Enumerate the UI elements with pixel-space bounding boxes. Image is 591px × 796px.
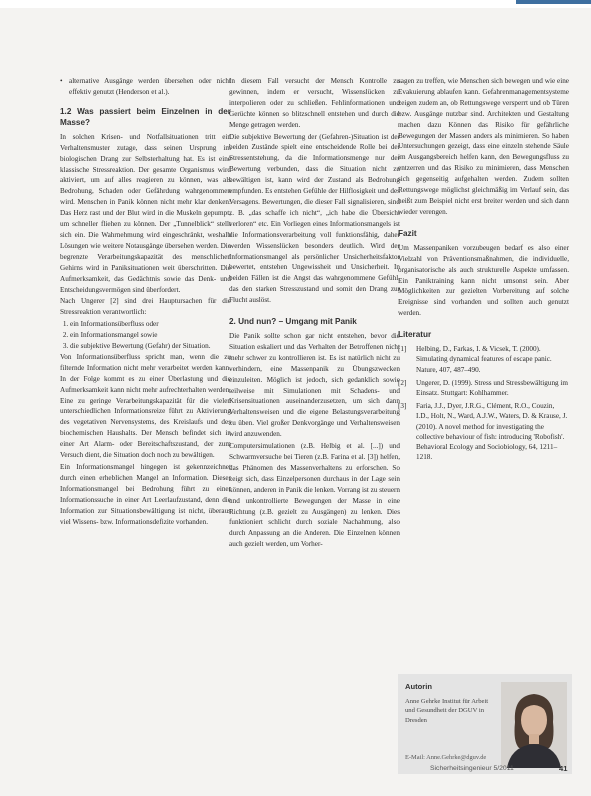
bullet-item: • alternative Ausgänge werden übersehen oder nicht effektiv genutzt (Henderson et al.). <box>60 76 231 98</box>
reference-item <box>398 344 569 375</box>
reference-item <box>398 401 569 462</box>
paragraph: Die Panik sollte schon gar nicht entstehen, bevor die Situation eskaliert und das Verhalten der Betroffenen nicht mehr schwer zu kontrollieren ist. Es ist natürlich nicht zu verhindern, eine Massenpanik zu Übungszwecken einzuleiten. Möglich ist jedoch, sich gedanklich sowie teilweise mit Simulationen mit Schadens- und Krisensituationen auseinanderzusetzen, um sich dann Verhaltensweisen und die eigene Belastungsverarbeitung zu üben. Viel großer Denkvorgänge und Verhaltensweisen wird anzuwenden. <box>229 332 400 439</box>
section-heading: 2. Und nun? – Umgang mit Panik <box>229 317 357 327</box>
reference-number: [3] <box>398 402 407 411</box>
reference-text: Faria, J.J., Dyer, J.R.G., Clément, R.O., Couzin, I.D., Holt, N., Ward, A.J.W., Waters, D. & Krause, J. (2010). A novel method for investigating the collective behaviour of fish: introducing 'Robofish'. Behavioral Ecology and Sociobiology, 64, 1211–1218. <box>416 402 568 462</box>
author-label: Autorin <box>405 682 432 691</box>
footer-journal: Sicherheitsingenieur 5/2011 <box>430 765 514 772</box>
paragraph: Um Massenpaniken vorzubeugen bedarf es also einer Vielzahl von Präventionsmaßnahmen, die individuelle, organisatorische als auch strukturelle Aspekte umfassen. Ein Paniktraining kann nicht umsonst sein. Aber Möglichkeiten zur gezielten Vorbereitung auf solche Ereignisse sind vorhanden und sollten auch genutzt werden. <box>398 243 569 318</box>
list-item: 2. ein Informationsmangel sowie <box>70 330 231 341</box>
section-heading: Fazit <box>398 228 417 238</box>
author-box <box>398 674 572 774</box>
reference-number: [2] <box>398 378 407 387</box>
page-number: 41 <box>559 764 568 773</box>
header-strip <box>0 0 591 8</box>
reference-number: [1] <box>398 345 407 354</box>
reference-text: Helbing, D., Farkas, I. & Vicsek, T. (2000). Simulating dynamical features of escape panic. Nature, 407, 487–490. <box>416 345 552 374</box>
column-middle <box>229 76 400 551</box>
section-heading: 1.2 Was passiert beim Einzelnen in der Masse? <box>60 106 231 127</box>
paragraph: In solchen Krisen- und Notfallsituationen tritt ein Verhaltensmuster zutage, dass seinen Ursprung im biologischen Drang zur Selbsterhaltung hat. Es ist eine klassische Stressreaktion. Der gesamte Organismus wird aktiviert, um auf alles reagieren zu können, was als Bedrohung, Schaden oder Gefährdung wahrgenommen wird. Menschen in Panik können nicht mehr klar denken: Das Herz rast und der Blut wird in die Muskeln gepumpt, um schneller fliehen zu können. Der „Tunnelblick“ stellt sich ein. Die Wahrnehmung wird eingeschränkt, weshalb Lösungen wie weitere Notausgänge übersehen werden. Die begrenzte Verarbeitungskapazität des menschlichen Gehirns wird in Paniksituationen weit überschritten. Die Aufmerksamkeit, das Gedächtnis sowie das Denk- und Entscheidungsvermögen sind überfordert. <box>60 132 231 294</box>
reference-list <box>398 344 569 462</box>
column-left <box>60 76 231 528</box>
paragraph: Ein Informationsmangel hingegen ist gekennzeichnet durch einen erheblichen Mangel an Information. Dieser Informationsmangel bei Bedrohung führt zu einer Informationssuche in einer Art Leerlaufzustand, denn die Information zur Situationsbewältigung ist nicht, überaus viel Wissens- bzw. Informationsdefizite vorhanden. <box>60 463 231 526</box>
paragraph: Von Informationsüberfluss spricht man, wenn die zu filternde Information nicht mehr verarbeitet werden kann. In der Folge kommt es zu einer Überlastung und die Aufmerksamkeit kann nicht mehr aufrechterhalten werden. Eine zu geringe Verarbeitungskapazität für die vielen unterschiedlichen Informationsreize führt zu Aktivierung des vegetativen Nervensystems, des Kreislaufs und des biochemischen Haushalts. Der Mensch befindet sich in einer Art Alarm- oder Bereitschaftszustand, der zum Versuch dient, die Situation doch noch zu bewältigen. <box>60 352 231 460</box>
author-email: E-Mail: Anne.Gehrke@dguv.de <box>405 754 487 761</box>
paragraph: Die subjektive Bewertung der (Gefahren-)Situation ist der beiden Zustände spielt eine entscheidende Rolle bei der Stressentstehung, da die Informationsmenge nur der Bewertung verbunden, dass die Situation nicht zu bewältigen ist, kann wird der Zustand als Bedrohung empfunden. Es entstehen Gefühle der Hilflosigkeit und des Versagens. Bewertungen, die dieser Fall signalisieren, sind z. B. „das schaffe ich nicht“, „ich habe die Übersicht verloren“ etc. Ein Vorliegen eines Informationsmangels ist die Informationsverarbeitung voll funktionsfähig, daher werden Wissenslücken besonders deutlich. Wird der Informationsmangel als persönlicher Unsicherheitsfaktor bewertet, entstehen Ungewissheit und Unsicherheit. In beiden Fällen ist die Angst das wahrgenommene Gefühl, das den starken Stresszustand und somit den Drang zur Flucht auslöst. <box>229 132 400 305</box>
list-item: 1. ein Informationsüberfluss oder <box>70 319 231 330</box>
paragraph: In diesem Fall versucht der Mensch Kontrolle zu gewinnen, indem er versucht, Wissenslücken zu interpolieren oder zu schließen. Fehlinformationen und Gerüchte können so blitzschnell entstehen und durch die Menge getragen werden. <box>229 77 400 129</box>
author-name: Anne Gehrke Institut für Arbeit und Gesundheit der DGUV in Dresden <box>405 698 489 724</box>
portrait-image <box>501 682 567 768</box>
paragraph: Computersimulationen (z.B. Helbig et al. [...]) und Schwarmversuche bei Tieren (z.B. Farina et al. [3]) helfen, das Phänomen des Massenverhaltens zu erforschen. So zeigt sich, dass Einzelpersonen durchaus in der Lage sein können, anderen in Panik die lenken. Vorrang ist zu steuern und unkontrollierte Bewegungen der Masse in eine Richtung (z.B. gezielt zu Ausgängen) zu lenken. Dies funktioniert schlicht durch soziale Nachahmung, also durch Anpassung an die Anderen. Die Einzelnen können auch gezielt werden, um Vorher- <box>229 442 400 549</box>
numbered-list <box>60 319 231 352</box>
author-photo <box>501 682 567 768</box>
list-item: 3. die subjektive Bewertung (Gefahr) der Situation. <box>70 341 231 352</box>
paragraph: sagen zu treffen, wie Menschen sich bewegen und wie eine Evakuierung ablaufen kann. Gefahrenmanagementsysteme zeigen zudem an, ob Rettungswege versperrt und ob Türen bzw. Ausgänge nutzbar sind. Architekten und Gestaltung machen dazu Können das Risiko für gefährliche Bewegungen der Massen anders als minimieren. So haben Untersuchungen gezeigt, dass eine einzeln stehende Säule im Ausgangsbereich helfen kann, den Bewegungsfluss zu entzerren und das Risiko zu minimieren, dass Menschen sich gegenseitig aufgehalten werden. Zudem sollten Rettungswege möglichst gleichmäßig im Verlauf sein, das heißt zum Beispiel nicht erst breiter werden und sich dann wieder verengen. <box>398 77 569 216</box>
paragraph: Nach Ungerer [2] sind drei Hauptursachen für die Stressreaktion verantwortlich: <box>60 297 231 317</box>
literature-heading: Literatur <box>398 330 432 340</box>
header-accent-bar <box>516 0 591 4</box>
column-right <box>398 76 569 465</box>
reference-text: Ungerer, D. (1999). Stress und Stressbewältigung im Einsatz. Stuttgart: Kohlhammer. <box>416 378 569 397</box>
reference-item <box>398 378 569 398</box>
